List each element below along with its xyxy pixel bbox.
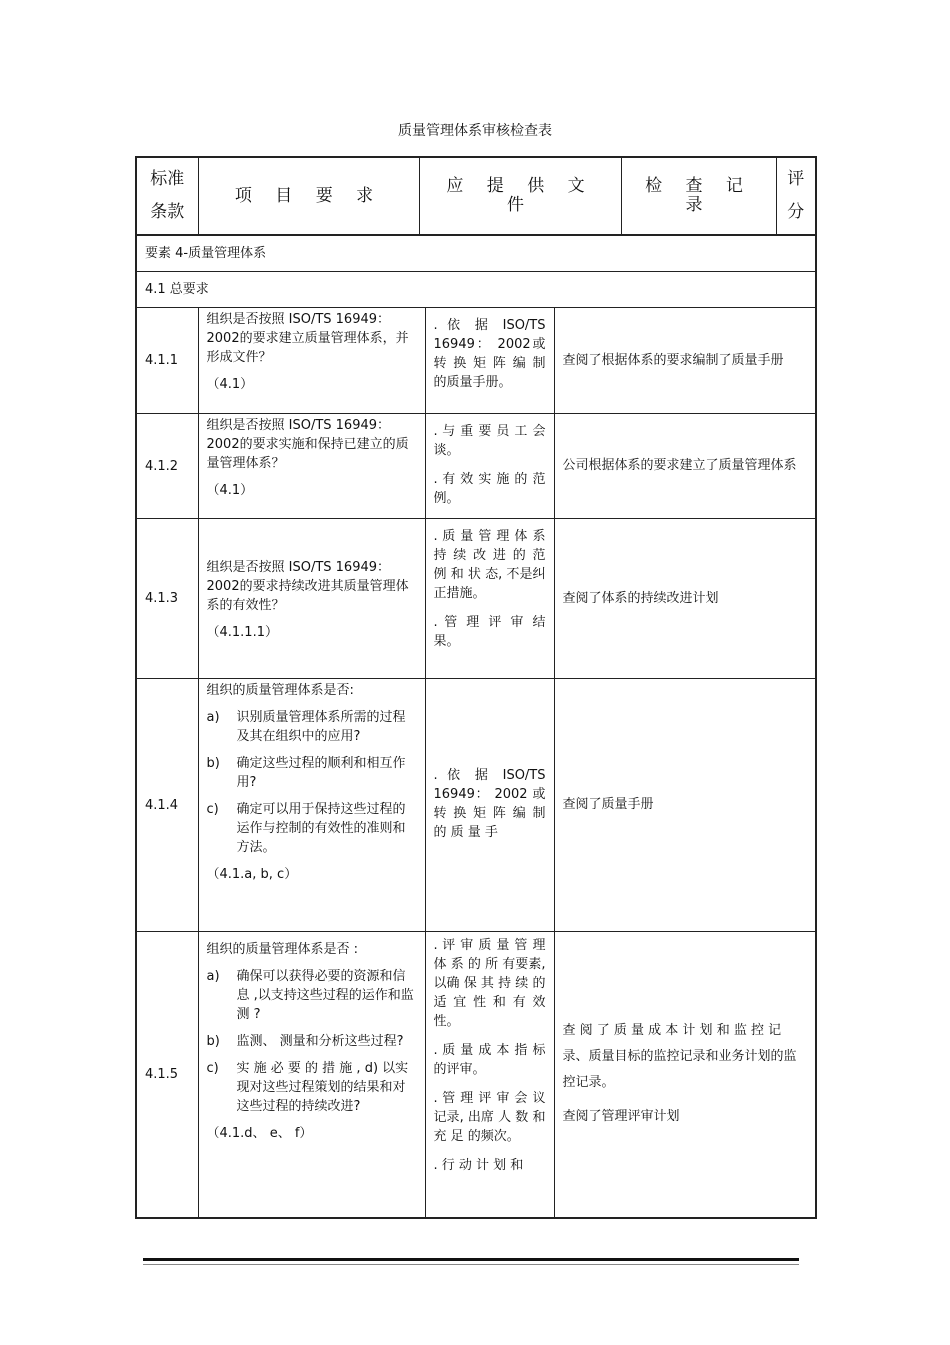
- clause-code: 4.1.2: [136, 414, 198, 519]
- documents-cell: [425, 932, 554, 1218]
- document-item: . 评 审 质 量 管 理 体 系 的 所 有要素, 以确 保 其 持 续 的 适 宜 性 和 有 效性。: [433, 938, 546, 1029]
- header-documents: 应 提 供 文 件: [419, 157, 621, 235]
- subitem-label: c): [206, 1061, 219, 1076]
- requirement-subitem: [207, 1059, 417, 1116]
- documents-cell: [425, 308, 554, 414]
- table-header-row: [136, 157, 816, 235]
- document-item: . 与 重 要 员 工 会谈。: [433, 424, 546, 458]
- requirement-cell: [198, 679, 425, 932]
- subitem-text: 监测、 测量和分析这些过程?: [236, 1034, 404, 1049]
- requirement-text: 组织的质量管理体系是否 :: [206, 942, 359, 957]
- requirement-cell: [198, 932, 425, 1218]
- subitem-text: 识别质量管理体系所需的过程及其在组织中的应用?: [236, 710, 406, 744]
- audit-checklist-table: [135, 156, 815, 236]
- clause-code: 4.1.3: [136, 519, 198, 679]
- document-item: . 有 效 实 施 的 范例。: [433, 472, 546, 506]
- header-score: [776, 157, 816, 235]
- documents-cell: [425, 679, 554, 932]
- record-item: 查阅了体系的持续改进计划: [562, 590, 719, 606]
- header-requirement: 项 目 要 求: [198, 157, 419, 235]
- document-item: . 管 理 评 审 会 议记录, 出席 人 数 和 充 足 的频次。: [433, 1091, 546, 1144]
- requirement-ref: （4.1.d、 e、 f）: [206, 1126, 313, 1141]
- document-item: . 依 据 ISO/TS 16949： 2002 或 转 换 矩 阵 编 制 的 质 量 手: [433, 768, 546, 840]
- requirement-ref: （4.1）: [206, 483, 254, 498]
- subitem-label: c): [206, 802, 219, 817]
- record-item: 查 阅 了 质 量 成 本 计 划 和 监 控 记 录、质量目标的监控记录和业务计划的监控记录。: [562, 1023, 797, 1091]
- requirement-text: 组织是否按照 ISO/TS 16949：2002的要求建立质量管理体系，并形成文件？: [206, 312, 409, 365]
- subitem-label: a): [206, 969, 220, 984]
- section-row: [136, 272, 816, 308]
- section-row: [136, 235, 816, 272]
- records-cell: [554, 932, 816, 1218]
- subitem-text: 确定可以用于保持这些过程的运作与控制的有效性的准则和方法。: [236, 802, 406, 855]
- clause-code: 4.1.4: [136, 679, 198, 932]
- record-item: 公司根据体系的要求建立了质量管理体系: [562, 458, 797, 473]
- requirement-subitem: [207, 708, 417, 746]
- subitem-label: b): [206, 1034, 220, 1049]
- requirement-ref: （4.1.1.1）: [206, 624, 278, 640]
- subitem-text: 实 施 必 要 的 措 施 , d) 以实现对这些过程策划的结果和对这些过程的持续改进?: [236, 1061, 409, 1114]
- header-clause-label: 标准 条款: [150, 169, 185, 222]
- requirement-text: 组织是否按照 ISO/TS 16949：2002的要求实施和保持已建立的质量管理体系？: [206, 418, 409, 471]
- records-cell: [554, 308, 816, 414]
- requirement-subitem: [207, 754, 417, 792]
- document-item: . 依 据 ISO/TS 16949： 2002或 转 换 矩 阵 编 制 的质量手册。: [433, 318, 546, 390]
- clause-code: 4.1.5: [136, 932, 198, 1218]
- records-cell: [554, 519, 816, 679]
- footer-rule-thin: [143, 1264, 799, 1265]
- header-score-label: 评 分: [787, 169, 805, 222]
- subitem-label: a): [206, 710, 220, 725]
- document-item: . 质 量 管 理 体 系 持 续 改 进 的 范 例 和 状 态, 不是纠正措施。: [433, 529, 546, 601]
- header-records: 检 查 记 录: [621, 157, 776, 235]
- footer-rule: [143, 1258, 799, 1261]
- document-item: . 质 量 成 本 指 标的评审。: [433, 1043, 546, 1077]
- requirement-text: 组织的质量管理体系是否:: [206, 683, 354, 698]
- requirement-cell: [198, 414, 425, 519]
- clause-code: 4.1.1: [136, 308, 198, 414]
- document-item: . 行 动 计 划 和: [433, 1158, 524, 1173]
- requirement-ref: （4.1.a, b, c）: [206, 867, 298, 882]
- documents-cell: [425, 519, 554, 679]
- subitem-label: b): [206, 756, 220, 771]
- section-general: 4.1 总要求: [136, 272, 816, 308]
- records-cell: [554, 414, 816, 519]
- requirement-cell: [198, 519, 425, 679]
- table-row: [136, 932, 816, 1218]
- table-row: [136, 308, 816, 414]
- audit-checklist-body: [135, 234, 815, 1219]
- requirement-cell: [198, 308, 425, 414]
- table-row: [136, 519, 816, 679]
- table-row: [136, 414, 816, 519]
- section-element: 要素 4-质量管理体系: [136, 235, 816, 272]
- page-title: 质量管理体系审核检查表: [398, 123, 552, 139]
- subitem-text: 确保可以获得必要的资源和信息 ,以支持这些过程的运作和监测 ?: [236, 969, 414, 1022]
- table-row: [136, 679, 816, 932]
- requirement-text: 组织是否按照 ISO/TS 16949：2002的要求持续改进其质量管理体系的有效性？: [206, 559, 409, 613]
- record-item: 查阅了管理评审计划: [562, 1109, 680, 1125]
- requirement-subitem: [207, 800, 417, 857]
- record-item: 查阅了质量手册: [562, 797, 654, 812]
- header-clause: [136, 157, 198, 235]
- documents-cell: [425, 414, 554, 519]
- records-cell: [554, 679, 816, 932]
- record-item: 查阅了根据体系的要求编制了质量手册: [562, 352, 784, 368]
- requirement-ref: （4.1）: [206, 377, 254, 392]
- requirement-subitem: [207, 1032, 417, 1051]
- document-item: . 管 理 评 审 结 果。: [433, 615, 546, 649]
- subitem-text: 确定这些过程的顺利和相互作用?: [236, 756, 406, 790]
- requirement-subitem: [207, 967, 417, 1024]
